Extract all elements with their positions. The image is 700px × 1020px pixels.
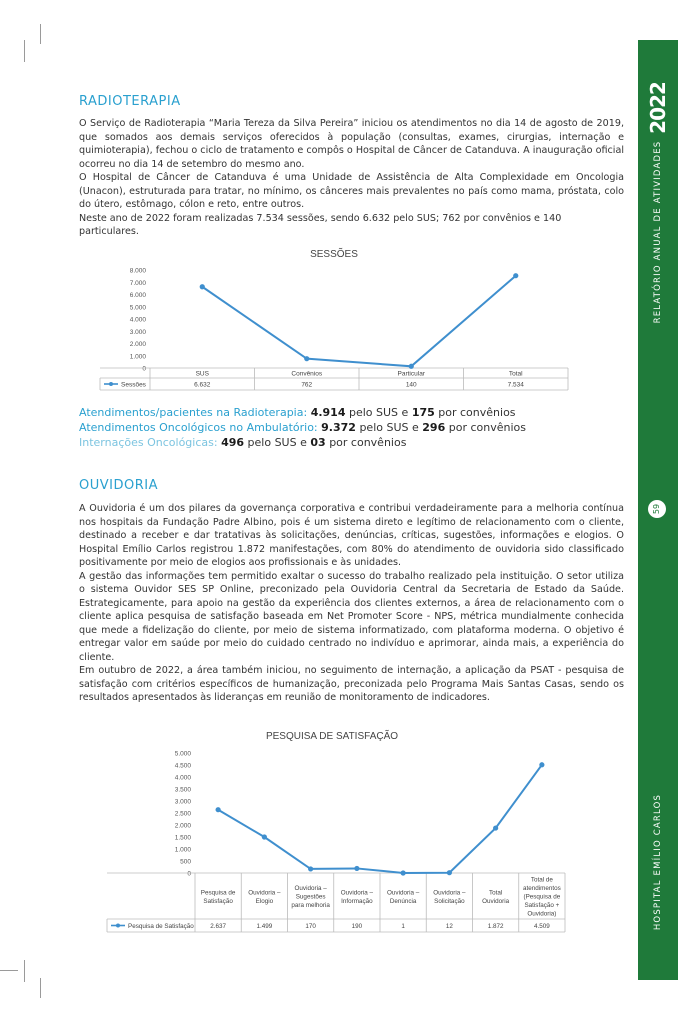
- ouvidoria-text: [79, 502, 624, 705]
- legend-marker-icon: [116, 924, 120, 928]
- highlight-value: 496: [221, 436, 245, 449]
- crop-mark: [40, 978, 41, 998]
- highlight-label: Internações Oncológicas:: [79, 436, 218, 449]
- radioterapia-highlights: [79, 405, 624, 450]
- y-tick-label: 5.000: [129, 304, 146, 312]
- crop-mark: [24, 40, 25, 62]
- x-category-label: Ouvidoria): [527, 910, 557, 918]
- x-category-label: Pesquisa de: [200, 889, 236, 897]
- y-tick-label: 8.000: [129, 267, 146, 275]
- highlight-value: 175: [411, 406, 435, 419]
- x-category-label: Total: [508, 370, 523, 378]
- y-tick-label: 3.000: [174, 798, 191, 806]
- y-tick-label: 3.500: [174, 786, 191, 794]
- y-tick-label: 2.000: [129, 341, 146, 348]
- highlight-value: 9.372: [321, 421, 356, 434]
- x-category-label: para melhoria: [291, 902, 330, 909]
- x-category-label: Particular: [397, 370, 425, 378]
- x-category-label: Satisfação +: [524, 902, 560, 909]
- x-category-label: Solicitação: [434, 897, 465, 905]
- report-title: RELATÓRIO ANUAL DE ATIVIDADES: [653, 140, 663, 324]
- y-tick-label: 7.000: [129, 279, 146, 287]
- crop-mark: [40, 24, 41, 44]
- data-table-value: 1: [401, 923, 405, 930]
- x-category-label: Elogio: [255, 897, 274, 905]
- highlight-value: 296: [422, 421, 446, 434]
- paragraph: Neste ano de 2022 foram realizadas 7.534 sessões, sendo 6.632 pelo SUS; 762 por convênios e 140 particulares.: [79, 212, 562, 237]
- x-category-label: Total de: [530, 876, 553, 884]
- highlight-value: 4.914: [310, 406, 346, 419]
- highlight-text: pelo SUS e: [247, 436, 307, 449]
- report-year: 2022: [646, 82, 670, 134]
- paragraph: A Ouvidoria é um dos pilares da governança corporativa e contribui verdadeiramente para a melhoria contínua nos hospitais da Fundação Padre Albino, pois é um sistema direto e legítimo de relacionamento com o cliente, destinado a receber e dar tratativas às solicitações, denúncias, críticas, sugestões, informações e elogios. O Hospital Emílio Carlos registrou 1.872 manifestações, com 80% do atendimento de ouvidoria sido classificado positivamente por meio de elogios aos profissionais e às unidades.: [79, 503, 624, 568]
- highlight-text: por convênios: [438, 406, 516, 419]
- y-tick-label: 6.000: [129, 292, 146, 299]
- data-table-value: 170: [305, 923, 316, 930]
- paragraph: A gestão das informações tem permitido exaltar o sucesso do trabalho realizado pela instituição. O setor utiliza o sistema Ouvidor SES SP Online, preconizado pela Ouvidoria Central da Secretaria de Estado da Saúde. Estrategicamente, para apoio na gestão da experiência dos clientes externos, a área de relacionamento com o cliente aplica pesquisa de satisfação baseada em Net Promoter Score - NPS, métrica mundialmente conhecida que mede a fidelização do cliente, por meio de sistema informatizado, com plataforma moderna. O objetivo é entregar valor em saúde por meio do cuidado centrado no indivíduo e aprimorar, ainda mais, a experiência do cliente.: [79, 570, 624, 663]
- x-category-label: Informação: [341, 897, 373, 905]
- highlight-line: [79, 420, 624, 435]
- data-point: [493, 825, 498, 830]
- x-category-label: Ouvidoria –: [294, 885, 327, 892]
- x-category-label: SUS: [195, 370, 209, 378]
- highlight-label: Atendimentos Oncológicos no Ambulatório:: [79, 421, 318, 434]
- series-line: [202, 276, 516, 367]
- data-table-value: 190: [351, 923, 363, 930]
- data-table-value: 12: [445, 923, 453, 930]
- y-tick-label: 4.500: [174, 762, 191, 770]
- highlight-text: pelo SUS e: [348, 406, 409, 419]
- legend-label: Sessões: [121, 381, 146, 389]
- data-point: [447, 870, 452, 875]
- x-category-label: Ouvidoria –: [248, 889, 281, 897]
- data-table-value: 140: [405, 381, 417, 389]
- data-point: [401, 870, 406, 875]
- highlight-value: 03: [310, 436, 326, 449]
- x-category-label: Total: [488, 889, 503, 897]
- x-category-label: Satisfação: [203, 897, 233, 905]
- highlight-line: [79, 435, 624, 450]
- data-table-value: 1.872: [487, 923, 504, 930]
- highlight-text: por convênios: [448, 421, 526, 434]
- chart-title: SESSÕES: [310, 249, 358, 260]
- y-tick-label: 1.000: [174, 846, 191, 854]
- data-point: [539, 762, 544, 767]
- data-point: [200, 284, 205, 289]
- x-category-label: Ouvidoria: [482, 897, 510, 905]
- data-point: [304, 356, 309, 361]
- paragraph: Em outubro de 2022, a área também iniciou, no seguimento de internação, a aplicação da PSAT - pesquisa de satisfação com critérios específicos de humanização, preconizada pelo Programa Mais Santas Casas, sendo os resultados apresentados às lideranças em reunião de monitoramento de indicadores.: [79, 665, 624, 703]
- crop-mark: [24, 960, 25, 982]
- highlight-label: Atendimentos/pacientes na Radioterapia:: [79, 406, 308, 419]
- data-table-value: 4.509: [533, 923, 550, 930]
- data-table-value: 6.632: [194, 381, 211, 389]
- series-line: [218, 765, 542, 873]
- chart-title: PESQUISA DE SATISFAÇÃO: [265, 731, 399, 742]
- section-heading-radioterapia: RADIOTERAPIA: [79, 94, 181, 109]
- x-category-label: Denúncia: [389, 897, 417, 905]
- y-tick-label: 2.500: [174, 810, 191, 818]
- y-tick-label: 1.000: [129, 353, 146, 361]
- y-tick-label: 4.000: [129, 316, 146, 324]
- x-category-label: Ouvidoria –: [340, 889, 373, 897]
- x-category-label: atendimentos: [522, 885, 561, 892]
- data-point: [262, 834, 267, 839]
- y-tick-label: 5.000: [174, 750, 191, 758]
- crop-mark: [0, 970, 18, 971]
- legend-marker-icon: [109, 382, 113, 386]
- y-tick-label: 3.000: [129, 328, 146, 336]
- data-point: [308, 866, 313, 871]
- data-point: [216, 807, 221, 812]
- x-category-label: Ouvidoria –: [433, 889, 466, 897]
- radioterapia-text: [79, 117, 624, 239]
- x-category-label: (Pesquisa de: [523, 893, 561, 901]
- paragraph: O Serviço de Radioterapia “Maria Tereza da Silva Pereira” iniciou os atendimentos no dia 14 de agosto de 2019, que somados aos demais serviços oferecidos à população (consultas, exames, cirurgias, internação e quimioterapia), fechou o ciclo de tratamento e compôs o Hospital de Câncer de Catanduva. A inauguração oficial ocorreu no dia 14 de setembro do mesmo ano.: [79, 118, 624, 170]
- page-number: 59: [648, 500, 666, 518]
- data-table-value: 7.534: [507, 381, 524, 389]
- x-category-label: Ouvidoria –: [387, 889, 420, 897]
- y-tick-label: 2.000: [174, 822, 191, 830]
- highlight-text: pelo SUS e: [359, 421, 419, 434]
- y-tick-label: 0: [187, 870, 191, 878]
- data-table-value: 762: [301, 381, 313, 389]
- hospital-name: HOSPITAL EMÍLIO CARLOS: [653, 793, 663, 931]
- data-point: [409, 364, 414, 369]
- y-tick-label: 500: [180, 858, 191, 866]
- data-table-value: 1.499: [256, 923, 273, 930]
- x-category-label: Convênios: [291, 370, 323, 378]
- paragraph: O Hospital de Câncer de Catanduva é uma Unidade de Assistência de Alta Complexidade em Oncologia (Unacon), estruturada para tratar, no mínimo, os cânceres mais prevalentes no país como mama, próstata, colo do útero, estômago, cólon e reto, entre outros.: [79, 172, 624, 210]
- sessoes-chart: [90, 244, 570, 394]
- y-tick-label: 4.000: [174, 774, 191, 782]
- highlight-line: [79, 405, 624, 420]
- y-tick-label: 0: [142, 365, 146, 373]
- section-heading-ouvidoria: OUVIDORIA: [79, 478, 158, 493]
- highlight-text: por convênios: [329, 436, 407, 449]
- data-point: [354, 866, 359, 871]
- y-tick-label: 1.500: [174, 834, 191, 842]
- legend-label: Pesquisa de Satisfação: [128, 923, 194, 930]
- pesquisa-satisfacao-chart: [95, 727, 575, 942]
- data-point: [513, 273, 518, 278]
- data-table-value: 2.637: [210, 923, 227, 930]
- x-category-label: Sugestões: [295, 893, 326, 901]
